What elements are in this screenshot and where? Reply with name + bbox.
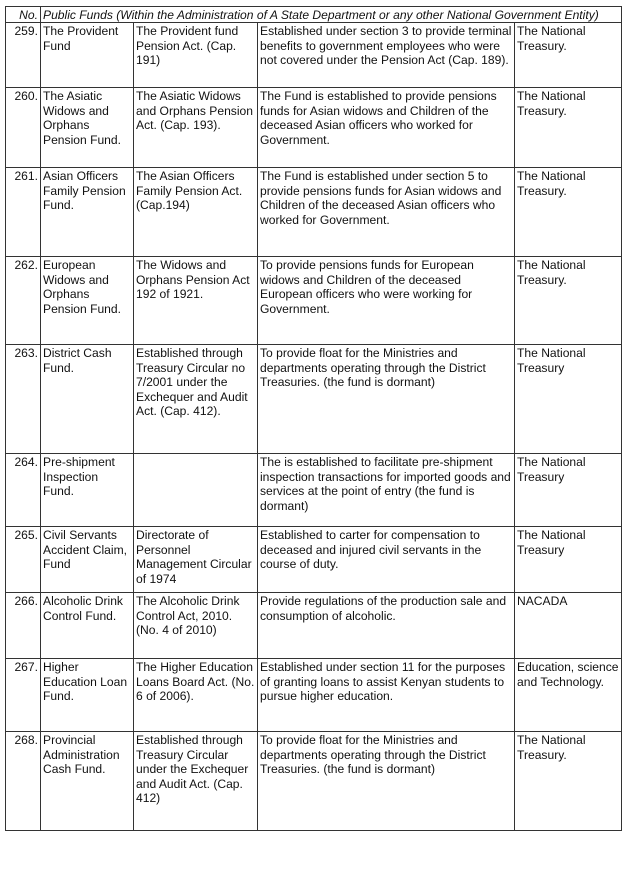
fund-purpose: Provide regulations of the production sale and consumption of alcoholic. [258, 593, 515, 659]
administering-entity: The National Treasury. [515, 257, 622, 345]
table-row [6, 527, 622, 593]
row-number: 264. [6, 454, 41, 527]
fund-name: The Provident Fund [41, 23, 134, 88]
establishing-law: The Widows and Orphans Pension Act 192 of 1921. [134, 257, 258, 345]
administering-entity: Education, science and Technology. [515, 659, 622, 732]
table-row [6, 593, 622, 659]
fund-purpose: Established under section 11 for the purposes of granting loans to assist Kenyan students to pursue higher education. [258, 659, 515, 732]
fund-purpose: To provide float for the Ministries and departments operating through the District Treasuries. (the fund is dormant) [258, 732, 515, 831]
establishing-law: The Asiatic Widows and Orphans Pension Act. (Cap. 193). [134, 88, 258, 168]
administering-entity: The National Treasury [515, 345, 622, 454]
establishing-law: Established through Treasury Circular under the Exchequer and Audit Act. (Cap. 412) [134, 732, 258, 831]
fund-name: District Cash Fund. [41, 345, 134, 454]
administering-entity: The National Treasury. [515, 168, 622, 257]
table-row [6, 345, 622, 454]
table-row [6, 88, 622, 168]
table-row [6, 23, 622, 88]
fund-purpose: Established to carter for compensation to deceased and injured civil servants in the course of duty. [258, 527, 515, 593]
fund-purpose: Established under section 3 to provide terminal benefits to government employees who were not covered under the Pension Act (Cap. 189). [258, 23, 515, 88]
row-number: 261. [6, 168, 41, 257]
table-row [6, 454, 622, 527]
administering-entity: NACADA [515, 593, 622, 659]
table-row [6, 168, 622, 257]
fund-name: Pre-shipment Inspection Fund. [41, 454, 134, 527]
public-funds-table [5, 6, 622, 831]
row-number: 268. [6, 732, 41, 831]
row-number: 260. [6, 88, 41, 168]
table-title: Public Funds (Within the Administration of A State Department or any other National Government Entity) [41, 7, 622, 23]
establishing-law: Established through Treasury Circular no 7/2001 under the Exchequer and Audit Act. (Cap. 412). [134, 345, 258, 454]
row-number: 262. [6, 257, 41, 345]
table-row [6, 257, 622, 345]
administering-entity: The National Treasury [515, 527, 622, 593]
row-number: 263. [6, 345, 41, 454]
table-row [6, 732, 622, 831]
fund-purpose: To provide pensions funds for European widows and Children of the deceased European officers who were working for Government. [258, 257, 515, 345]
fund-name: Provincial Administration Cash Fund. [41, 732, 134, 831]
fund-purpose: The Fund is established under section 5 to provide pensions funds for Asian widows and Children of the deceased Asian officers who worked for Government. [258, 168, 515, 257]
establishing-law: The Asian Officers Family Pension Act. (Cap.194) [134, 168, 258, 257]
fund-name: The Asiatic Widows and Orphans Pension Fund. [41, 88, 134, 168]
establishing-law: The Provident fund Pension Act. (Cap. 191) [134, 23, 258, 88]
administering-entity: The National Treasury [515, 454, 622, 527]
row-number: 267. [6, 659, 41, 732]
administering-entity: The National Treasury. [515, 732, 622, 831]
administering-entity: The National Treasury. [515, 88, 622, 168]
fund-name: European Widows and Orphans Pension Fund. [41, 257, 134, 345]
row-number: 265. [6, 527, 41, 593]
fund-purpose: To provide float for the Ministries and departments operating through the District Treasuries. (the fund is dormant) [258, 345, 515, 454]
table-row [6, 659, 622, 732]
row-number: 259. [6, 23, 41, 88]
administering-entity: The National Treasury. [515, 23, 622, 88]
establishing-law: Directorate of Personnel Management Circular of 1974 [134, 527, 258, 593]
row-number: 266. [6, 593, 41, 659]
fund-name: Asian Officers Family Pension Fund. [41, 168, 134, 257]
fund-name: Alcoholic Drink Control Fund. [41, 593, 134, 659]
fund-purpose: The is established to facilitate pre-shipment inspection transactions for imported goods and services at the point of entry (the fund is dormant) [258, 454, 515, 527]
table-header-row [6, 7, 622, 23]
fund-purpose: The Fund is established to provide pensions funds for Asian widows and Children of the deceased Asian officers who worked for Government. [258, 88, 515, 168]
fund-name: Civil Servants Accident Claim, Fund [41, 527, 134, 593]
establishing-law: The Alcoholic Drink Control Act, 2010. (No. 4 of 2010) [134, 593, 258, 659]
column-header-no: No. [6, 7, 41, 23]
fund-name: Higher Education Loan Fund. [41, 659, 134, 732]
establishing-law: The Higher Education Loans Board Act. (No. 6 of 2006). [134, 659, 258, 732]
establishing-law [134, 454, 258, 527]
